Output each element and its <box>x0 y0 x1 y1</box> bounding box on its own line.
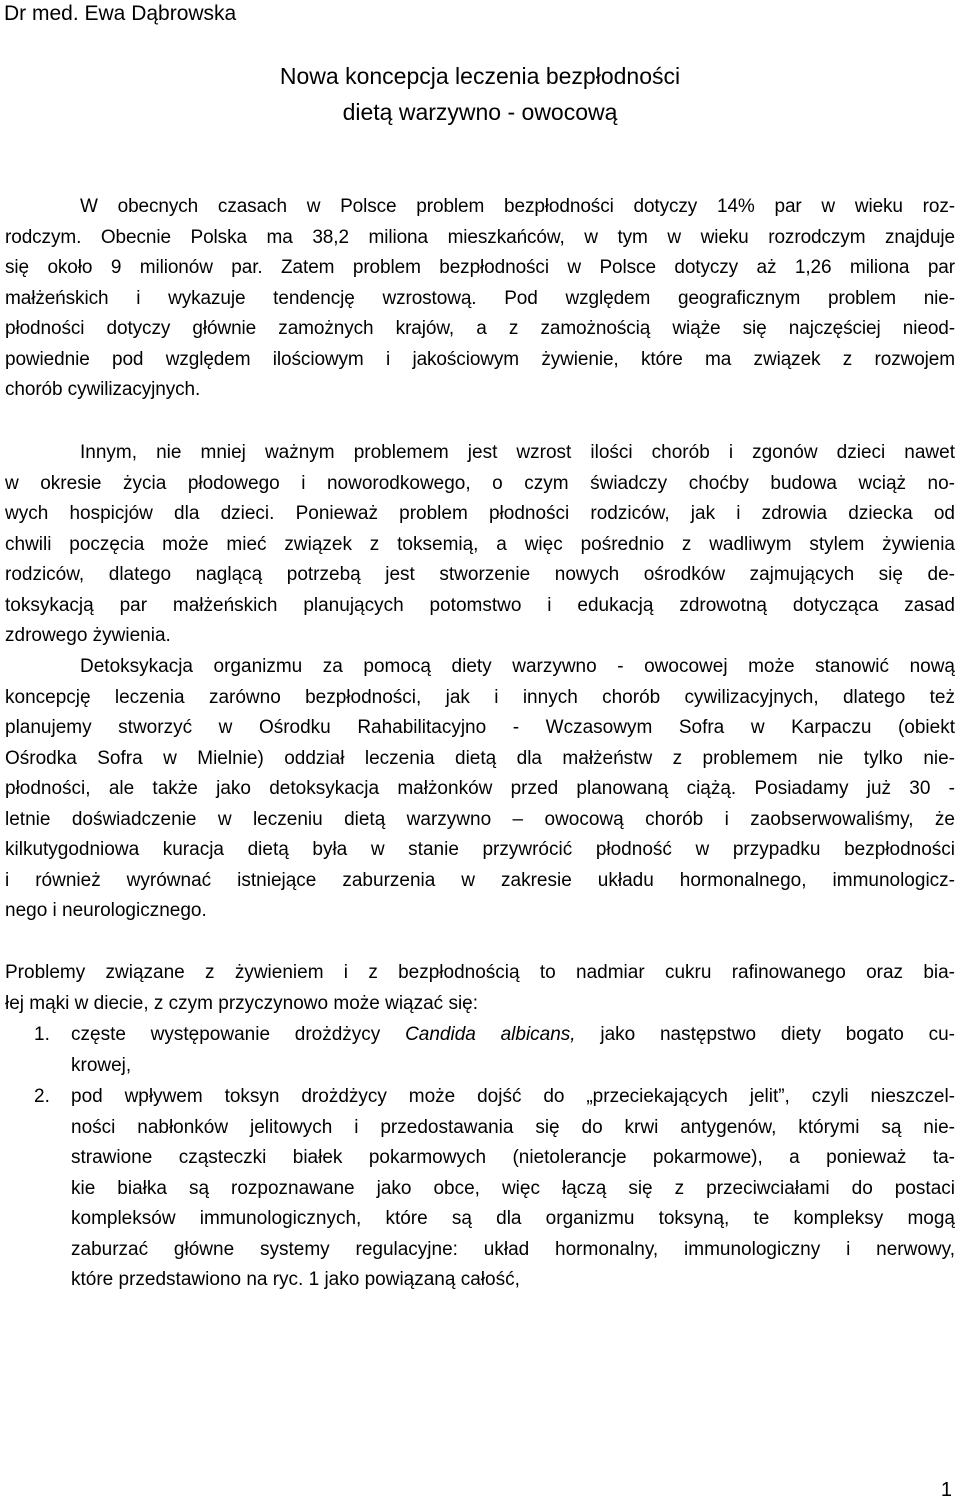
list-number: 2. <box>34 1086 50 1107</box>
paragraph-line: kilkutygodniowa kuracja dietą była w stanie przywrócić płodność w przypadku bezpłodności <box>5 839 955 860</box>
list-line: pod wpływem toksyn drożdżycy może dojść do „przeciekających jelit”, czyli nieszczel- <box>71 1086 955 1107</box>
paragraph-line: Innym, nie mniej ważnym problemem jest wzrost ilości chorób i zgonów dzieci nawet <box>80 442 955 463</box>
list-item-text <box>71 1020 955 1081</box>
list-line: kompleksów immunologicznych, które są dla organizmu toksyną, te kompleksy mogą <box>71 1208 955 1229</box>
paragraph-line: płodności dotyczy głównie zamożnych krajów, a z zamożnością wiąże się najczęściej nieod- <box>5 318 955 339</box>
paragraph-line: Ośrodka Sofra w Mielnie) oddział leczenia dietą dla małżeństw z problemem nie tylko nie- <box>5 747 955 769</box>
paragraph-1 <box>5 192 955 406</box>
document-title-line-1: Nowa koncepcja leczenia bezpłodności <box>279 63 681 89</box>
paragraph-line: w okresie życia płodowego i noworodkowego, o czym świadczy choćby budowa wciąż no- <box>5 472 955 494</box>
italic-species-name: Candida albicans, <box>405 1024 576 1045</box>
paragraph-3 <box>5 652 955 927</box>
paragraph-line: Detoksykacja organizmu za pomocą diety warzywno - owocowej może stanowić nową <box>80 656 955 677</box>
paragraph-line: rodziców, dlatego naglącą potrzebą jest stworzenie nowych ośrodków zajmujących się de- <box>5 564 955 585</box>
paragraph-line: wych hospicjów dla dzieci. Ponieważ problem płodności rodziców, jak i zdrowia dziecka od <box>5 503 955 524</box>
document-title-line-2: dietą warzywno - owocową <box>342 99 618 125</box>
list-line <box>71 1020 955 1051</box>
paragraph-line: zdrowego żywienia. <box>5 625 171 646</box>
list-line: ności nabłonków jelitowych i przedostawania się do krwi antygenów, którymi są nie- <box>71 1116 955 1138</box>
paragraph-line: Problemy związane z żywieniem i z bezpłodnością to nadmiar cukru rafinowanego oraz bia- <box>5 962 955 983</box>
paragraph-line: koncepcję leczenia zarówno bezpłodności, jak i innych chorób cywilizacyjnych, dlatego też <box>5 686 955 708</box>
paragraph-4 <box>5 958 955 1019</box>
paragraph-line: letnie doświadczenie w leczeniu dietą warzywno – owocową chorób i zaobserwowaliśmy, że <box>5 808 955 830</box>
list-line: kie białka są rozpoznawane jako obce, więc łączą się z przeciwciałami do postaci <box>71 1177 955 1199</box>
paragraph-line: rodczym. Obecnie Polska ma 38,2 miliona mieszkańców, w tym w wieku rozrodczym znajduje <box>5 226 955 248</box>
paragraph-line: planujemy stworzyć w Ośrodku Rahabilitacyjno - Wczasowym Sofra w Karpaczu (obiekt <box>5 717 955 738</box>
paragraph-line: chwili poczęcia może mieć związek z toksemią, a więc pośrednio z wadliwym stylem żywienia <box>5 533 955 555</box>
paragraph-line: toksykacją par małżeńskich planujących potomstwo i edukacją zdrowotną dotycząca zasad <box>5 594 955 616</box>
list-text-segment: częste występowanie drożdżycy <box>71 1024 406 1045</box>
paragraph-2 <box>5 438 955 652</box>
paragraph-line: łej mąki w diecie, z czym przyczynowo może wiązać się: <box>5 992 479 1014</box>
list-line: które przedstawiono na ryc. 1 jako powiązaną całość, <box>71 1269 520 1290</box>
paragraph-line: płodności, ale także jako detoksykacja małżonków przed planowaną ciążą. Posiadamy już 30 - <box>5 778 955 799</box>
paragraph-line: małżeńskich i wykazuje tendencję wzrostową. Pod względem geograficznym problem nie- <box>5 287 955 309</box>
author-name: Dr med. Ewa Dąbrowska <box>4 2 237 25</box>
page-number: 1 <box>940 1479 952 1501</box>
list-line: krowej, <box>71 1054 132 1076</box>
paragraph-line: W obecnych czasach w Polsce problem bezpłodności dotyczy 14% par w wieku roz- <box>80 196 955 217</box>
list-line: zaburzać główne systemy regulacyjne: układ hormonalny, immunologiczny i nerwowy, <box>71 1238 955 1260</box>
list-line: strawione cząsteczki białek pokarmowych (nietolerancje pokarmowe), a ponieważ ta- <box>71 1147 955 1168</box>
paragraph-line: chorób cywilizacyjnych. <box>5 379 201 400</box>
list-number: 1. <box>34 1024 50 1045</box>
list-item-text <box>71 1082 955 1296</box>
paragraph-line: nego i neurologicznego. <box>5 900 207 921</box>
list-text-segment: jako następstwo diety bogato cu- <box>575 1024 955 1045</box>
paragraph-line: i również wyrównać istniejące zaburzenia w zakresie układu hormonalnego, immunologicz- <box>5 869 955 891</box>
paragraph-line: powiednie pod względem ilościowym i jakościowym żywienie, które ma związek z rozwojem <box>5 348 955 370</box>
paragraph-line: się około 9 milionów par. Zatem problem bezpłodności w Polsce dotyczy aż 1,26 miliona par <box>5 257 955 278</box>
